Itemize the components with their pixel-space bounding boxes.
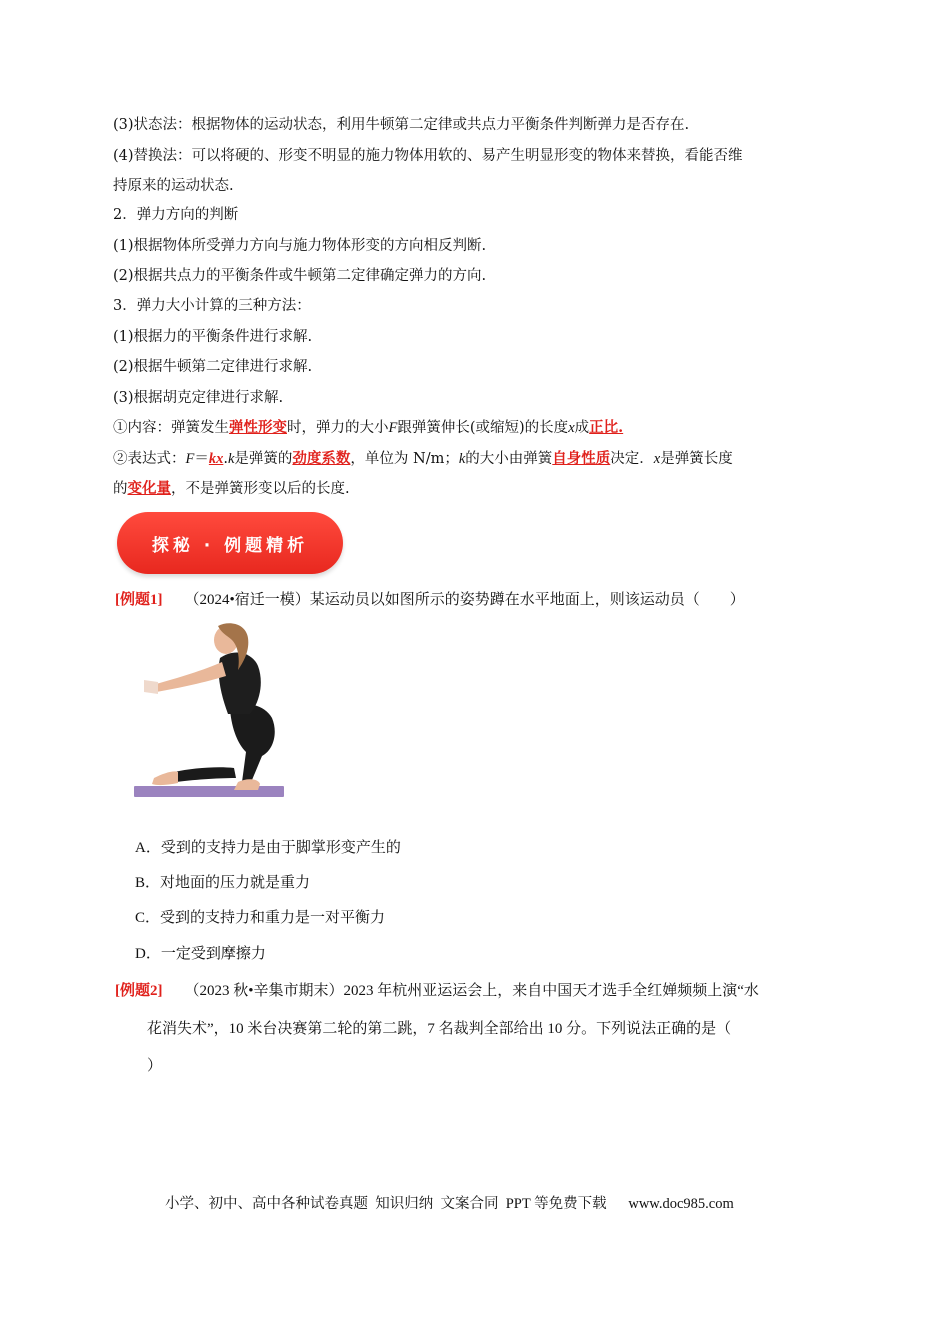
symbol-k: k [227, 451, 235, 467]
symbol-F: F [185, 451, 195, 467]
text-span: . [223, 451, 228, 467]
text-span: ，单位为 N/m； [350, 451, 459, 467]
option-a: A．受到的支持力是由于脚掌形变产生的 [135, 840, 401, 856]
athlete-photo [134, 618, 286, 800]
symbol-k: k [458, 451, 466, 467]
text-line: (2)根据共点力的平衡条件或牛顿第二定律确定弹力的方向. [113, 268, 487, 284]
text-span: 决定． [610, 451, 654, 467]
left-leg [174, 767, 236, 782]
text-line: (4)替换法：可以将硬的、形变不明显的施力物体用软的、易产生明显形变的物体来替换，看能否维 [113, 148, 743, 164]
right-foot [234, 779, 260, 790]
hooke-expression-line [113, 449, 733, 469]
example2-tag: [例题2] [115, 983, 163, 999]
keyword-intrinsic: 自身性质 [552, 450, 611, 467]
example2-question [115, 980, 759, 1002]
banner-label: 探秘 · 例题精析 [151, 536, 309, 556]
text-span: 时，弹力的大小 [287, 420, 389, 436]
symbol-x: x [568, 420, 575, 436]
text-span: ，不是弹簧形变以后的长度. [171, 481, 350, 497]
text-span: 成 [574, 420, 590, 436]
example2-line3: ） [147, 1058, 163, 1074]
keyword-stiffness: 劲度系数 [292, 450, 351, 467]
text-span: 是弹簧的 [234, 451, 293, 467]
section-heading: 3．弹力大小计算的三种方法： [113, 298, 311, 314]
text-line: (2)根据牛顿第二定律进行求解. [113, 359, 313, 375]
arms [156, 662, 226, 692]
text-span: 的大小由弹簧 [465, 451, 553, 467]
hooke-expression-line-2 [113, 479, 350, 499]
text-line: (3)根据胡克定律进行求解. [113, 390, 284, 406]
text-span: 是弹簧长度 [660, 451, 733, 467]
option-b: B．对地面的压力就是重力 [135, 875, 311, 891]
text-span: 跟弹簧伸长(或缩短)的长度 [397, 420, 569, 436]
text-span: ＝ [194, 451, 209, 467]
keyword-elastic-deformation: 弹性形变 [229, 419, 287, 436]
symbol-x: x [653, 451, 661, 467]
section-heading: 2．弹力方向的判断 [113, 207, 239, 223]
hooke-content-line [113, 418, 623, 438]
text-line: 持原来的运动状态. [113, 178, 234, 194]
hands [144, 680, 158, 694]
example1-text: （2024•宿迁一模）某运动员以如图所示的姿势蹲在水平地面上，则该运动员（ ） [184, 592, 745, 608]
text-span: 的 [113, 481, 128, 497]
left-foot [152, 771, 178, 785]
example1-question [115, 589, 745, 611]
example2-line2: 花消失术”，10 米台决赛第二轮的第二跳，7 名裁判全部给出 10 分。下列说法正确的是（ [147, 1021, 732, 1037]
example2-line1: （2023 秋•辛集市期末）2023 年杭州亚运运会上，来自中国天才选手全红婵频频上演“水 [184, 983, 759, 999]
option-d: D．一定受到摩擦力 [135, 946, 266, 962]
text-line: (1)根据力的平衡条件进行求解. [113, 329, 313, 345]
right-leg [230, 704, 275, 782]
text-span: ②表达式： [113, 451, 186, 467]
option-c: C．受到的支持力和重力是一对平衡力 [135, 910, 386, 926]
yoga-mat [134, 786, 284, 797]
example1-tag: [例题1] [115, 592, 163, 608]
keyword-change: 变化量 [127, 480, 171, 497]
keyword-proportional: 正比. [589, 419, 624, 436]
text-span: ①内容：弹簧发生 [113, 420, 229, 436]
symbol-F: F [388, 420, 398, 436]
page-footer: 小学、初中、高中各种试卷真题 知识归纳 文案合同 PPT 等免费下载 www.doc985.com [165, 1196, 734, 1212]
section-banner [117, 512, 343, 574]
formula-kx: kx [208, 451, 224, 467]
text-line: (3)状态法：根据物体的运动状态，利用牛顿第二定律或共点力平衡条件判断弹力是否存在. [113, 117, 690, 133]
text-line: (1)根据物体所受弹力方向与施力物体形变的方向相反判断. [113, 238, 487, 254]
